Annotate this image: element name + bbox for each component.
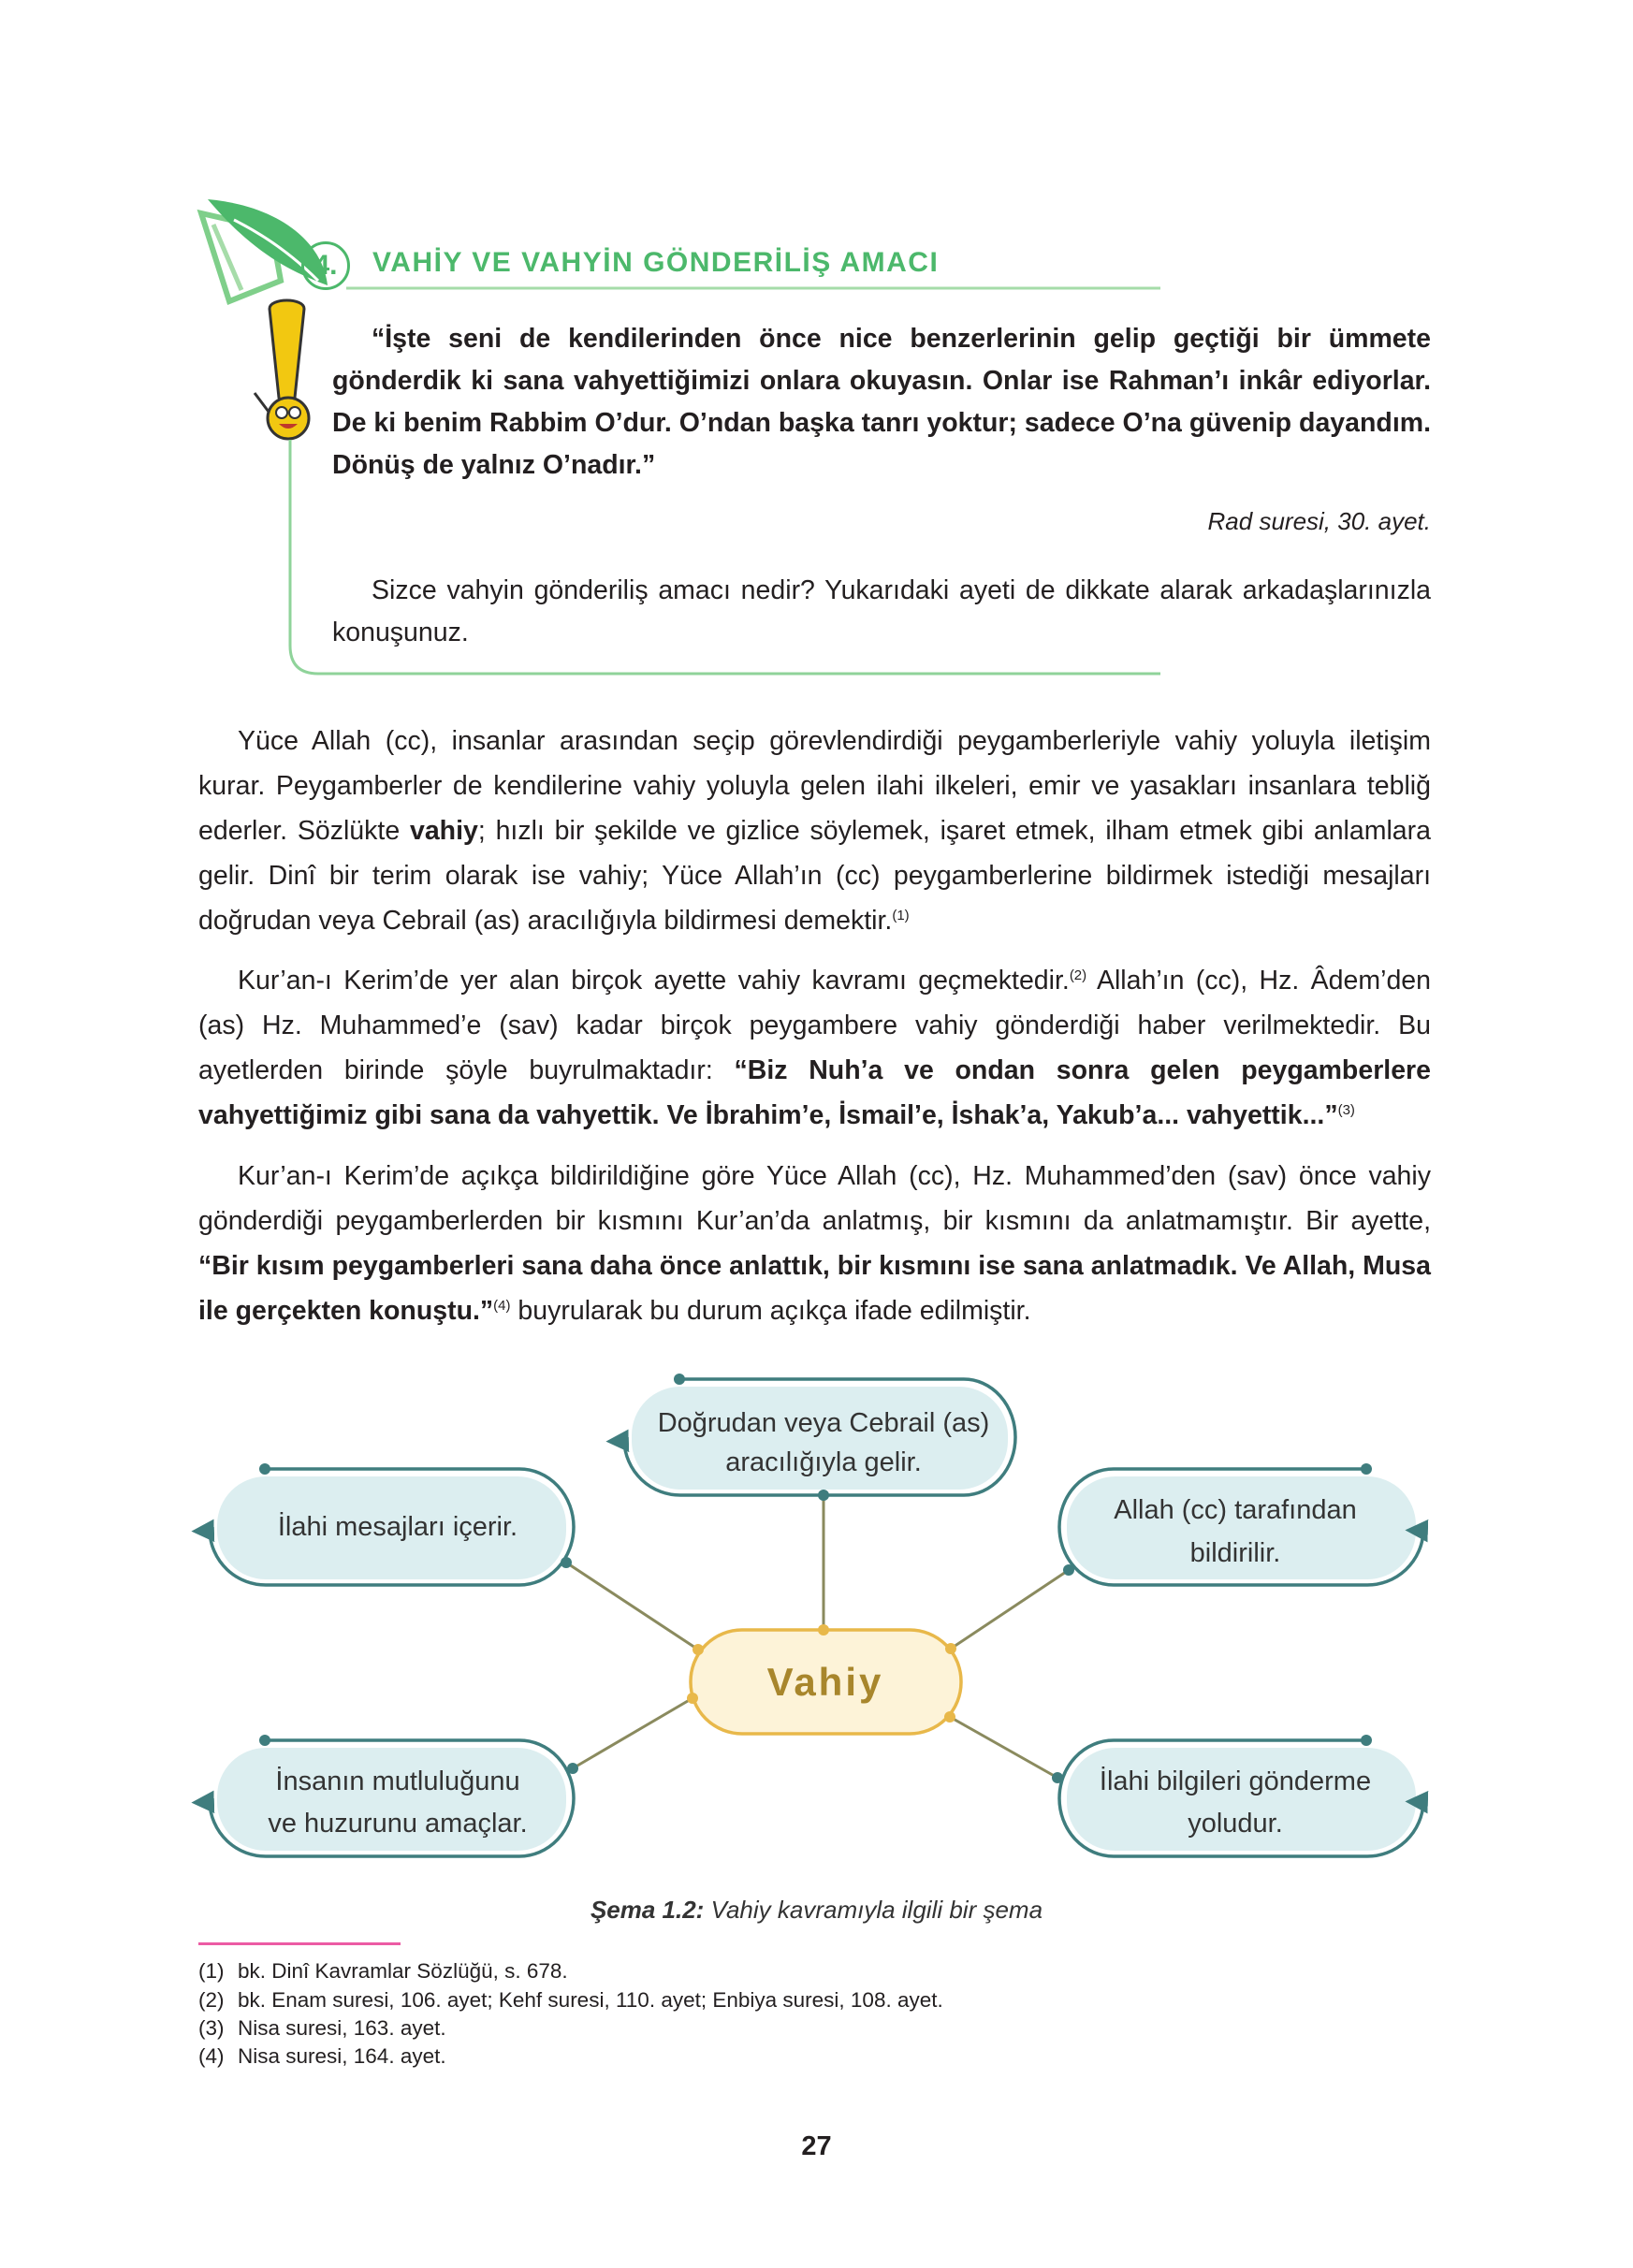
node-top-left [210, 1463, 574, 1585]
footnote-ref: (4) [493, 1298, 511, 1314]
footnote-text: Nisa suresi, 163. ayet. [238, 2016, 446, 2040]
node-bottom-left-line-2: ve huzurunu amaçlar. [268, 1809, 528, 1839]
footnote-1 [198, 1959, 568, 1984]
caption-text: Vahiy kavramıyla ilgili bir şema [704, 1896, 1043, 1924]
text: buyrularak bu durum açıkça ifade edilmiştir. [510, 1296, 1031, 1326]
bold-quote: “Bir kısım peygamberleri sana daha önce anlattık, bir kısmını ise sana anlatmadık. Ve Allah, Musa ile gerçekten konuştu.” [198, 1251, 1431, 1326]
footnote-text: Nisa suresi, 164. ayet. [238, 2044, 446, 2068]
connector-top-right [951, 1570, 1069, 1649]
quote-source: Rad suresi, 30. ayet. [1207, 507, 1431, 535]
connector-bottom-right [950, 1717, 1057, 1778]
footnote-ref: (1) [892, 908, 910, 923]
bold-term: vahiy [409, 816, 478, 846]
node-top-right-line-1: Allah (cc) tarafından [1114, 1495, 1357, 1525]
footnote-number: (2) [198, 1988, 225, 2012]
section-number: 4. [301, 241, 350, 290]
node-center-text: Vahiy [766, 1660, 884, 1704]
footnote-number: (4) [198, 2044, 225, 2068]
caption-label: Şema 1.2: [590, 1896, 705, 1924]
text: ; hızlı bir şekilde ve gizlice söylemek, işaret etmek, ilham etmek gibi anlamlara gelir. Dinî bir terim olarak ise vahiy; Yüce Allah’ın (cc) peygamberlerine bildirmek istediği mesajları doğrudan veya Cebrail (as) aracılığıyla bildirmesi demektir. [198, 816, 1431, 936]
node-top-right-line-2: bildirilir. [1189, 1538, 1281, 1568]
footnote-rule [198, 1942, 401, 1945]
page-number: 27 [801, 2131, 832, 2161]
footnote-number: (1) [198, 1959, 225, 1983]
footnote-4 [198, 2044, 446, 2069]
footnote-2 [198, 1988, 943, 2013]
node-bottom-left [210, 1735, 578, 1856]
connector-bottom-left [573, 1698, 693, 1768]
node-bottom-left-line-1: İnsanın mutluluğunu [275, 1766, 520, 1796]
footnote-text: bk. Enam suresi, 106. ayet; Kehf suresi, 110. ayet; Enbiya suresi, 108. ayet. [238, 1988, 943, 2012]
text: Allah’ın (cc), Hz. Âdem’den (as) Hz. Muhammed’e (sav) kadar birçok peygambere vahiy gönderdiği haber verilmektedir. Bu ayetlerden birinde şöyle buyrulmaktadır: [198, 966, 1431, 1085]
footnote-ref: (2) [1069, 967, 1087, 983]
section-title: VAHİY VE VAHYİN GÖNDERİLİŞ AMACI [372, 247, 940, 278]
diagram-caption [0, 1896, 1633, 1925]
node-center [687, 1624, 961, 1734]
node-bottom-right-line-1: İlahi bilgileri gönderme [1099, 1766, 1372, 1796]
node-top-line-1: Doğrudan veya Cebrail (as) [657, 1408, 990, 1438]
bold-quote: “Biz Nuh’a ve ondan sonra gelen peygamberlere vahyettiğimiz gibi sana da vahyettik. Ve İbrahim’e, İsmail’e, İshak’a, Yakub’a... vahyettik...” [198, 1055, 1431, 1130]
text: Yüce Allah (cc), insanlar arasından seçip görevlendirdiği peygamberleriyle vahiy yoluyla iletişim kurar. Peygamberler de kendilerine vahiy yoluyla gelen ilahi ilkeleri, emir ve yasakları insanlara tebliğ ederler. Sözlükte [198, 726, 1431, 846]
discussion-question: Sizce vahyin gönderiliş amacı nedir? Yukarıdaki ayeti de dikkate alarak arkadaşlarınızla konuşunuz. [332, 575, 1431, 647]
node-top [624, 1374, 1015, 1501]
text: Kur’an-ı Kerim’de yer alan birçok ayette vahiy kavramı geçmektedir. [238, 966, 1070, 996]
connector-top-left [566, 1563, 698, 1650]
footnote-3 [198, 2016, 446, 2041]
footnote-ref: (3) [1337, 1102, 1355, 1118]
quote-text: “İşte seni de kendilerinden önce nice benzerlerinin gelip geçtiği bir ümmete gönderdik ki sana vahyettiğimizi onlara okuyasın. Onlar ise Rahman’ı inkâr ediyorlar. De ki benim Rabbim O’dur. O’ndan başka tanrı yoktur; sadece O’na güvenip dayandım. Dönüş de yalnız O’nadır.” [332, 324, 1431, 480]
node-top-left-text: İlahi mesajları içerir. [277, 1512, 518, 1542]
footnote-number: (3) [198, 2016, 225, 2040]
node-bottom-right [1052, 1735, 1423, 1856]
node-top-line-2: aracılığıyla gelir. [725, 1447, 922, 1477]
text: Kur’an-ı Kerim’de açıkça bildirildiğine göre Yüce Allah (cc), Hz. Muhammed’den (sav) önce vahiy gönderdiği peygamberlerden bir kısmını Kur’an’da anlatmış, bir kısmını da anlatmamıştır. Bir ayette, [198, 1161, 1431, 1236]
footnote-text: bk. Dinî Kavramlar Sözlüğü, s. 678. [238, 1959, 568, 1983]
node-bottom-right-line-2: yoludur. [1188, 1809, 1283, 1839]
node-top-right [1059, 1463, 1423, 1585]
